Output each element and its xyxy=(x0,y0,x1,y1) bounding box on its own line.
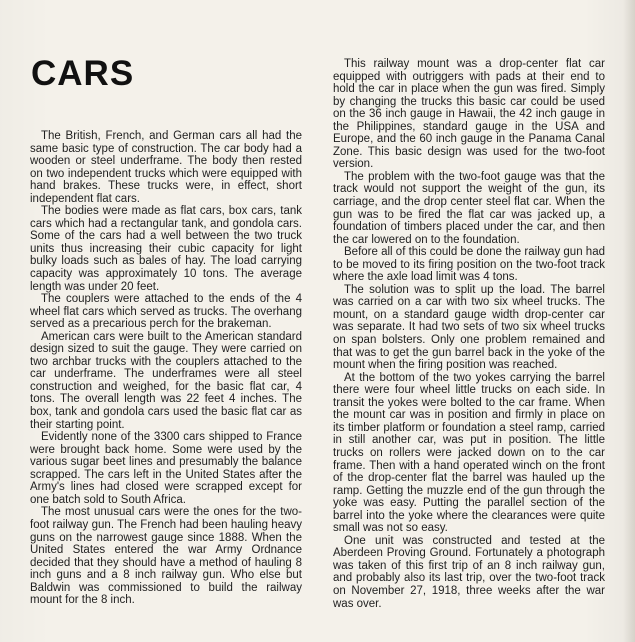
page-title: CARS xyxy=(31,54,135,93)
right-paragraph-6: One unit was constructed and tested at the Aberdeen Proving Ground. Fortunately a photograph was taken of this first trip of an 8 inch railway gun, and probably also its last trip, over the two-foot track on November 27, 1918, three weeks after the war was over. xyxy=(333,534,605,610)
left-paragraph-1: The British, French, and German cars all had the same basic type of construction. The car body had a wooden or steel underframe. The body then rested on two independent trucks which were equipped with hand brakes. These trucks were, in effect, short independent flat cars. xyxy=(30,130,302,205)
left-paragraph-4: American cars were built to the American standard design sized to suit the gauge. They were carried on two archbar trucks with the couplers attached to the car underframe. The underframes were all steel construction and weighed, for the basic flat car, 4 tons. The overall length was 22 feet 4 inches. The box, tank and gondola cars used the basic flat car as their starting point. xyxy=(30,330,302,431)
right-paragraph-2: The problem with the two-foot gauge was that the track would not support the weight of the gun, its carriage, and the drop center steel flat car. When the gun was to be fired the flat car was jacked up, a foundation of timbers placed under the car, and then the car lowered on to the foundation. xyxy=(333,170,605,246)
left-paragraph-5: Evidently none of the 3300 cars shipped to France were brought back home. Some were used by the various sugar beet lines and presumably the balance scrapped. The cars left in the United States after the Army's lines had closed were scrapped except for one batch sold to South Africa. xyxy=(30,431,302,506)
right-paragraph-4: The solution was to split up the load. The barrel was carried on a car with two six wheel trucks. The mount, on a standard gauge width drop-center car was separate. It had two sets of two six wheel trucks on span bolsters. Only one problem remained and that was to get the gun barrel back in the yoke of the mount when the firing position was reached. xyxy=(333,283,605,372)
right-paragraph-3: Before all of this could be done the railway gun had to be moved to its firing position on the two-foot track where the axle load limit was 4 tons. xyxy=(333,246,605,284)
right-paragraph-5: At the bottom of the two yokes carrying the barrel there were four wheel little trucks on each side. In transit the yokes were bolted to the car frame. When the mount car was in position and firmly in place on its timber platform or foundation a steel ramp, carried in still another car, was put in position. The little trucks on rollers were jacked down on to the car frame. Then with a hand operated winch on the front of the drop-center flat the barrel was hauled up the ramp. Getting the muzzle end of the gun through the yoke was easy. Putting the parallel section of the barrel into the yoke where the clearances were quite small was not so easy. xyxy=(333,371,605,535)
left-text-column xyxy=(30,130,302,607)
right-text-column xyxy=(333,58,605,610)
left-paragraph-2: The bodies were made as flat cars, box cars, tank cars which had a rectangular tank, and gondola cars. Some of the cars had a well between the two truck units thus increasing their cubic capacity for light bulky loads such as bales of hay. The load carrying capacity was approximately 10 tons. The average length was under 20 feet. xyxy=(30,205,302,293)
left-paragraph-6: The most unusual cars were the ones for the two-foot railway gun. The French had been hauling heavy guns on the narrowest gauge since 1888. When the United States entered the war Army Ordnance decided that they should have a method of hauling 8 inch guns and a 8 inch railway gun. Who else but Baldwin was commissioned to build the railway mount for the 8 inch. xyxy=(30,506,302,607)
page-edge-shadow xyxy=(623,0,635,642)
left-paragraph-3: The couplers were attached to the ends of the 4 wheel flat cars which served as trucks. The overhang served as a precarious perch for the brakeman. xyxy=(30,293,302,331)
right-paragraph-1: This railway mount was a drop-center flat car equipped with outriggers with pads at their end to hold the car in place when the gun was fired. Simply by changing the trucks this basic car could be used on the 36 inch gauge in Hawaii, the 42 inch gauge in the Philippines, standard gauge in the USA and Europe, and the 60 inch gauge in the Panama Canal Zone. This basic design was used for the two-foot version. xyxy=(333,58,605,171)
